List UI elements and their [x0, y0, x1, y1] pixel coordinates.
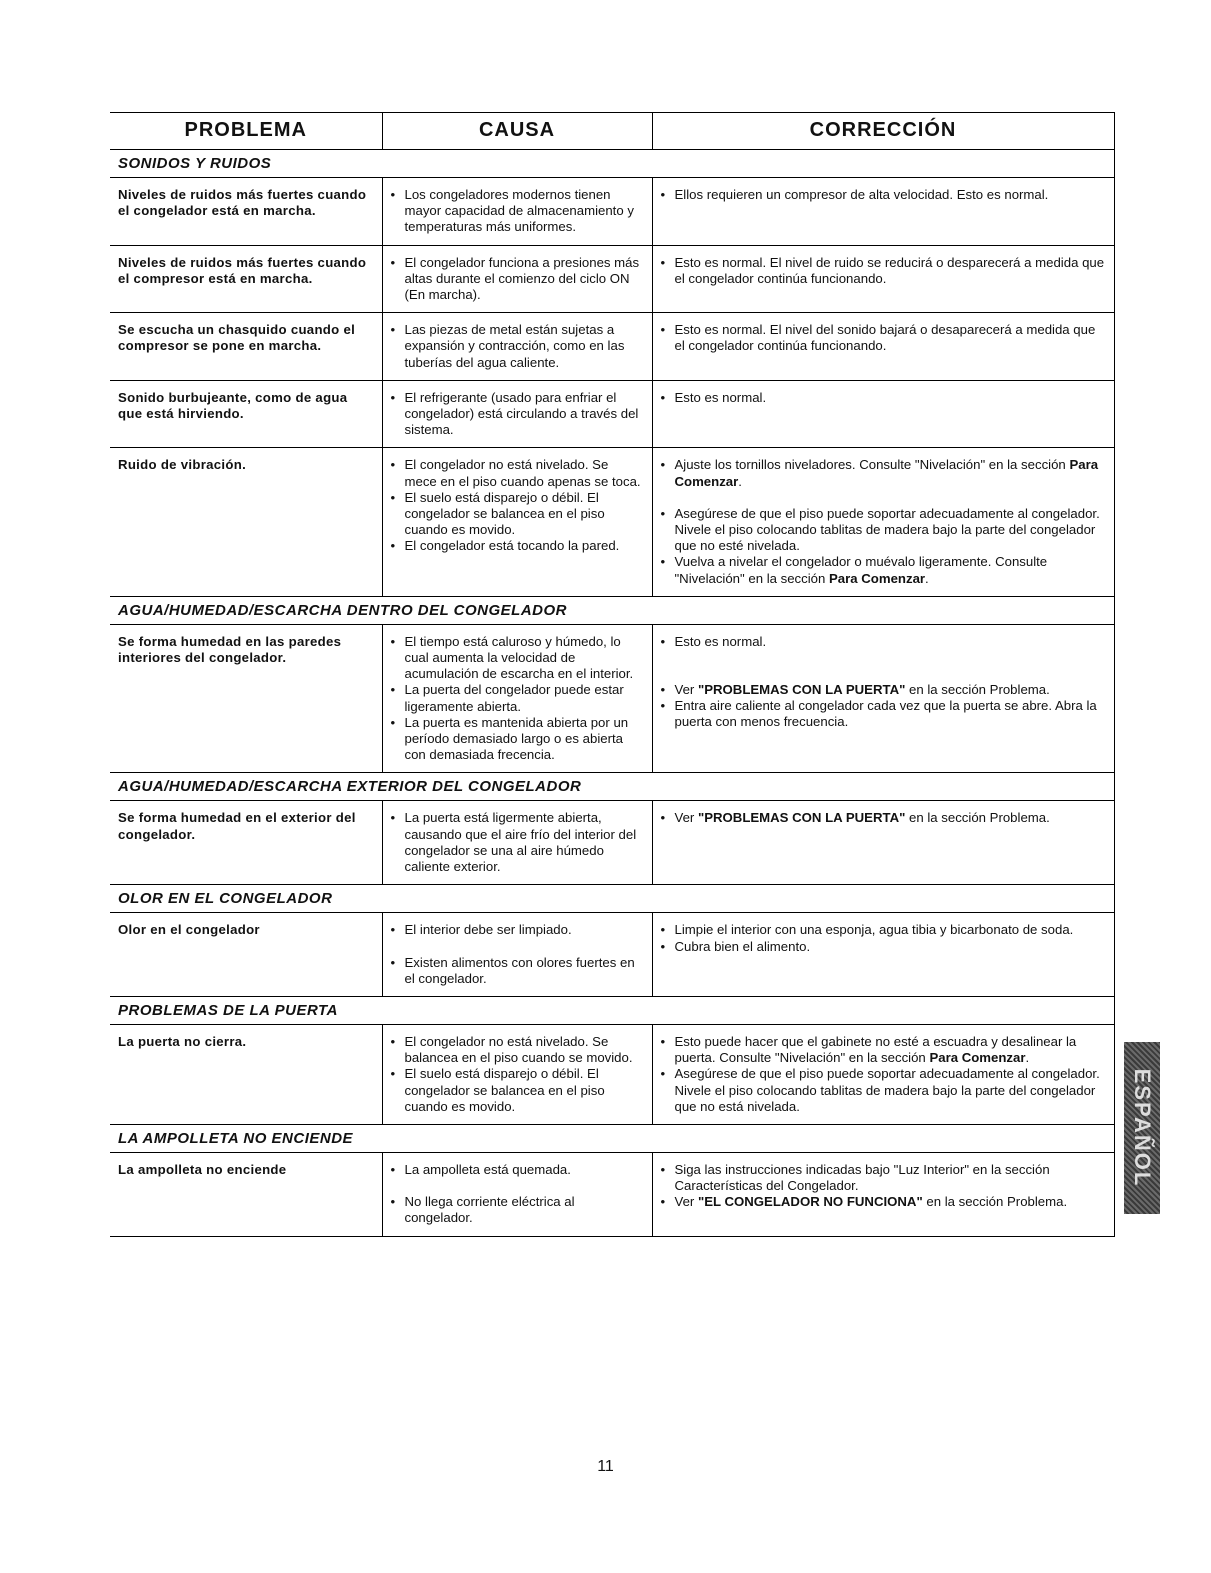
correction-list — [661, 1162, 1106, 1211]
troubleshooting-page — [110, 112, 1114, 1237]
cause-item: • El congelador no está nivelado. Se mece en el piso cuando apenas se toca. — [391, 457, 644, 489]
table-body — [110, 150, 1114, 1237]
correction-item — [661, 322, 1106, 354]
correction-text: Ver — [674, 1194, 698, 1210]
correction-item — [661, 506, 1106, 555]
correction-emphasis: "PROBLEMAS CON LA PUERTA" — [697, 810, 906, 826]
correction-list — [661, 255, 1106, 287]
correction-list — [661, 922, 1106, 954]
section-title: SONIDOS Y RUIDOS — [110, 150, 1114, 178]
correction-text: Esto es normal. — [674, 633, 767, 649]
cause-item: • La puerta está ligermente abierta, causando que el aire frío del interior del congelador se una al aire húmedo caliente exterior. — [391, 810, 644, 875]
cause-cell — [382, 313, 652, 381]
cause-item: • El suelo está disparejo o débil. El congelador se balancea en el piso cuando es movido. — [391, 1066, 644, 1115]
table-row — [110, 245, 1114, 313]
header-correccion: CORRECCIÓN — [652, 113, 1114, 150]
correction-list — [661, 634, 1106, 731]
correction-list — [661, 322, 1106, 354]
correction-item — [661, 1194, 1106, 1210]
table-header-row — [110, 113, 1114, 150]
correction-text: Esto es normal. El nivel de ruido se reducirá o desparecerá a medida que el congelador continúa funcionando. — [674, 254, 1105, 286]
section-heading-row — [110, 773, 1114, 801]
table-row — [110, 178, 1114, 246]
cause-item: • La puerta es mantenida abierta por un período demasiado largo o es abierta con demasiada frecencia. — [391, 715, 644, 764]
correction-text: . — [925, 570, 929, 586]
correction-item — [661, 554, 1106, 586]
cause-cell — [382, 448, 652, 596]
cause-cell — [382, 380, 652, 448]
correction-item — [661, 922, 1106, 938]
problem-cell: La puerta no cierra. — [110, 1024, 382, 1124]
correction-text: Ver — [674, 810, 698, 826]
cause-item: • Las piezas de metal están sujetas a expansión y contracción, como en las tuberías del agua caliente. — [391, 322, 644, 371]
cause-cell — [382, 1024, 652, 1124]
problem-cell: Olor en el congelador — [110, 913, 382, 997]
problem-cell: Se forma humedad en las paredes interiores del congelador. — [110, 624, 382, 773]
cause-item: • El interior debe ser limpiado. — [391, 922, 644, 938]
correction-cell — [652, 801, 1114, 885]
problem-cell: La ampolleta no enciende — [110, 1152, 382, 1236]
correction-cell — [652, 1152, 1114, 1236]
problem-cell: Se escucha un chasquido cuando el compresor se pone en marcha. — [110, 313, 382, 381]
cause-list — [391, 1162, 644, 1227]
correction-text: . — [1025, 1050, 1030, 1066]
section-title: PROBLEMAS DE LA PUERTA — [110, 996, 1114, 1024]
cause-list — [391, 922, 644, 987]
correction-text: Ver — [674, 682, 698, 698]
problem-cell: Ruido de vibración. — [110, 448, 382, 596]
correction-item — [661, 682, 1106, 698]
section-title: OLOR EN EL CONGELADOR — [110, 885, 1114, 913]
correction-text: Esto es normal. El nivel del sonido bajará o desaparecerá a medida que el congelador continúa funcionando. — [674, 322, 1096, 354]
correction-item — [661, 1162, 1106, 1194]
cause-cell — [382, 624, 652, 773]
table-row — [110, 624, 1114, 773]
cause-list — [391, 810, 644, 875]
correction-item — [661, 1066, 1106, 1115]
correction-item — [661, 810, 1106, 826]
troubleshooting-table — [110, 112, 1115, 1237]
correction-cell — [652, 913, 1114, 997]
correction-emphasis: Para Comenzar — [674, 457, 1099, 489]
cause-list — [391, 255, 644, 304]
cause-item: • El congelador funciona a presiones más altas durante el comienzo del ciclo ON (En marcha). — [391, 255, 644, 304]
correction-cell — [652, 624, 1114, 773]
correction-text: Asegúrese de que el piso puede soportar adecuadamente al congelador. Nivele el piso colocando tablitas de madera bajo la parte del congelador que no está nivelada. — [674, 1066, 1100, 1114]
header-problema: PROBLEMA — [110, 113, 382, 150]
correction-text: en la sección Problema. — [905, 810, 1050, 826]
correction-cell — [652, 313, 1114, 381]
correction-cell — [652, 245, 1114, 313]
cause-list — [391, 390, 644, 439]
cause-item: • No llega corriente eléctrica al congelador. — [391, 1194, 644, 1226]
cause-item: • Los congeladores modernos tienen mayor capacidad de almacenamiento y temperaturas más uniformes. — [391, 187, 644, 236]
side-tab-label: ESPAÑOL — [1130, 1068, 1155, 1188]
table-row — [110, 1152, 1114, 1236]
correction-emphasis: "EL CONGELADOR NO FUNCIONA" — [697, 1194, 923, 1210]
section-heading-row — [110, 596, 1114, 624]
correction-text: Esto es normal. — [674, 389, 767, 405]
correction-emphasis: "PROBLEMAS CON LA PUERTA" — [697, 682, 906, 698]
correction-list — [661, 810, 1106, 826]
correction-text: Ellos requieren un compresor de alta velocidad. Esto es normal. — [674, 187, 1049, 202]
cause-cell — [382, 801, 652, 885]
correction-cell — [652, 1024, 1114, 1124]
section-title: LA AMPOLLETA NO ENCIENDE — [110, 1124, 1114, 1152]
cause-list — [391, 322, 644, 371]
correction-item — [661, 187, 1106, 203]
table-row — [110, 801, 1114, 885]
problem-cell: Niveles de ruidos más fuertes cuando el congelador está en marcha. — [110, 178, 382, 246]
correction-text: Vuelva a nivelar el congelador o muévalo ligeramente. Consulte "Nivelación" en la sección — [674, 554, 1048, 586]
correction-item — [661, 457, 1106, 489]
section-title: AGUA/HUMEDAD/ESCARCHA DENTRO DEL CONGELADOR — [110, 596, 1114, 624]
cause-list — [391, 1034, 644, 1115]
header-causa: CAUSA — [382, 113, 652, 150]
section-heading-row — [110, 1124, 1114, 1152]
section-heading-row — [110, 996, 1114, 1024]
correction-item — [661, 634, 1106, 650]
cause-item: • El refrigerante (usado para enfriar el congelador) está circulando a través del sistema. — [391, 390, 644, 439]
cause-cell — [382, 178, 652, 246]
correction-text: en la sección Problema. — [922, 1194, 1068, 1210]
cause-item: • Existen alimentos con olores fuertes en el congelador. — [391, 955, 644, 987]
problem-cell: Sonido burbujeante, como de agua que está hirviendo. — [110, 380, 382, 448]
language-side-tab — [1124, 1042, 1160, 1214]
problem-cell: Niveles de ruidos más fuertes cuando el compresor está en marcha. — [110, 245, 382, 313]
cause-list — [391, 187, 644, 236]
correction-emphasis: Para Comenzar — [829, 570, 926, 586]
cause-item: • El tiempo está caluroso y húmedo, lo cual aumenta la velocidad de acumulación de escarcha en el interior. — [391, 634, 644, 683]
cause-cell — [382, 1152, 652, 1236]
correction-list — [661, 457, 1106, 586]
correction-text: Esto puede hacer que el gabinete no esté a escuadra y desalinear la puerta. Consulte "Nivelación" en la sección — [674, 1033, 1077, 1066]
correction-text: Siga las instrucciones indicadas bajo "Luz Interior" en la sección Características del Congelador. — [674, 1161, 1050, 1194]
correction-item — [661, 698, 1106, 730]
section-heading-row — [110, 885, 1114, 913]
table-row — [110, 913, 1114, 997]
cause-item: • El congelador no está nivelado. Se balancea en el piso cuando se movido. — [391, 1034, 644, 1066]
correction-list — [661, 390, 1106, 406]
correction-text: . — [738, 473, 742, 489]
correction-cell — [652, 380, 1114, 448]
table-row — [110, 380, 1114, 448]
section-title: AGUA/HUMEDAD/ESCARCHA EXTERIOR DEL CONGELADOR — [110, 773, 1114, 801]
cause-list — [391, 634, 644, 764]
table-row — [110, 1024, 1114, 1124]
correction-emphasis: Para Comenzar — [929, 1050, 1026, 1066]
cause-item: • El suelo está disparejo o débil. El congelador se balancea en el piso cuando es movido. — [391, 490, 644, 539]
table-row — [110, 313, 1114, 381]
cause-item: • La puerta del congelador puede estar ligeramente abierta. — [391, 682, 644, 714]
section-heading-row — [110, 150, 1114, 178]
correction-item — [661, 1034, 1106, 1066]
correction-item — [661, 390, 1106, 406]
cause-item: • La ampolleta está quemada. — [391, 1162, 644, 1178]
correction-text: Cubra bien el alimento. — [674, 938, 811, 954]
correction-text: Limpie el interior con una esponja, agua tibia y bicarbonato de soda. — [674, 922, 1074, 938]
cause-cell — [382, 913, 652, 997]
correction-text: Entra aire caliente al congelador cada vez que la puerta se abre. Abra la puerta con menos frecuencia. — [674, 698, 1097, 730]
table-row — [110, 448, 1114, 596]
correction-list — [661, 1034, 1106, 1115]
cause-cell — [382, 245, 652, 313]
correction-cell — [652, 178, 1114, 246]
cause-list — [391, 457, 644, 554]
correction-text: Asegúrese de que el piso puede soportar adecuadamente al congelador. Nivele el piso colocando tablitas de madera bajo la parte del congelador que no esté nivelada. — [674, 505, 1100, 554]
correction-cell — [652, 448, 1114, 596]
correction-item — [661, 939, 1106, 955]
correction-text: Ajuste los tornillos niveladores. Consulte "Nivelación" en la sección — [674, 457, 1070, 473]
cause-item: • El congelador está tocando la pared. — [391, 538, 644, 554]
page-number: 11 — [597, 1458, 614, 1475]
correction-item — [661, 255, 1106, 287]
problem-cell: Se forma humedad en el exterior del congelador. — [110, 801, 382, 885]
correction-text: en la sección Problema. — [905, 682, 1050, 698]
correction-list — [661, 187, 1106, 203]
